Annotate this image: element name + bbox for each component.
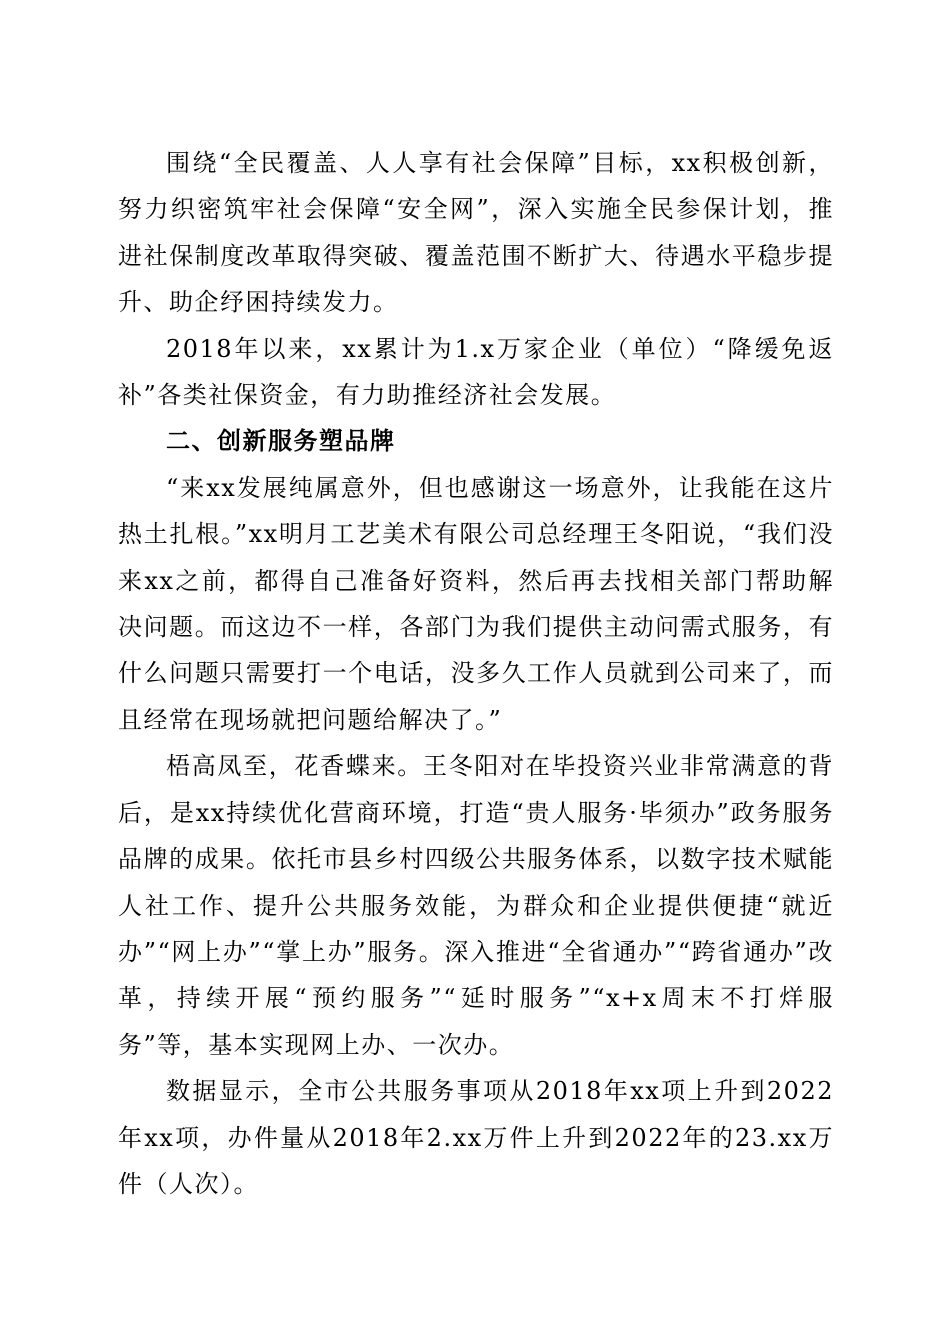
document-page [118, 140, 834, 1207]
paragraph-social-security-goal: 围绕“全民覆盖、人人享有社会保障”目标，xx积极创新，努力织密筑牢社会保障“安全网”，深入实施全民参保计划，推进社保制度改革取得突破、覆盖范围不断扩大、待遇水平稳步提升、助企纾困持续发力。 [118, 149, 834, 317]
paragraph-wang-dongyang-quote: “来xx发展纯属意外，但也感谢这一场意外，让我能在这片热土扎根。”xx明月工艺美术有限公司总经理王冬阳说，“我们没来xx之前，都得自己准备好资料，然后再去找相关部门帮助解决问题。而这边不一样，各部门为我们提供主动问需式服务，有什么问题只需要打一个电话，没多久工作人员就到公司来了，而且经常在现场就把问题给解决了。” [118, 473, 834, 734]
paragraph-business-environment: 梧高凤至，花香蝶来。王冬阳对在毕投资兴业非常满意的背后，是xx持续优化营商环境，打造“贵人服务·毕须办”政务服务品牌的成果。依托市县乡村四级公共服务体系，以数字技术赋能人社工作、提升公共服务效能，为群众和企业提供便捷“就近办”“网上办”“掌上办”服务。深入推进“全省通办”“跨省通办”改革，持续开展“预约服务”“延时服务”“x+x周末不打烊服务”等，基本实现网上办、一次办。 [118, 752, 834, 1059]
section-heading: 二、创新服务塑品牌 [166, 427, 396, 456]
paragraph-social-security-funds: 2018年以来，xx累计为1.x万家企业（单位）“降缓免返补”各类社保资金，有力助推经济社会发展。 [118, 334, 834, 410]
paragraph-service-statistics: 数据显示，全市公共服务事项从2018年xx项上升到2022年xx项，办件量从2018年2.xx万件上升到2022年的23.xx万件（人次）。 [118, 1077, 834, 1198]
